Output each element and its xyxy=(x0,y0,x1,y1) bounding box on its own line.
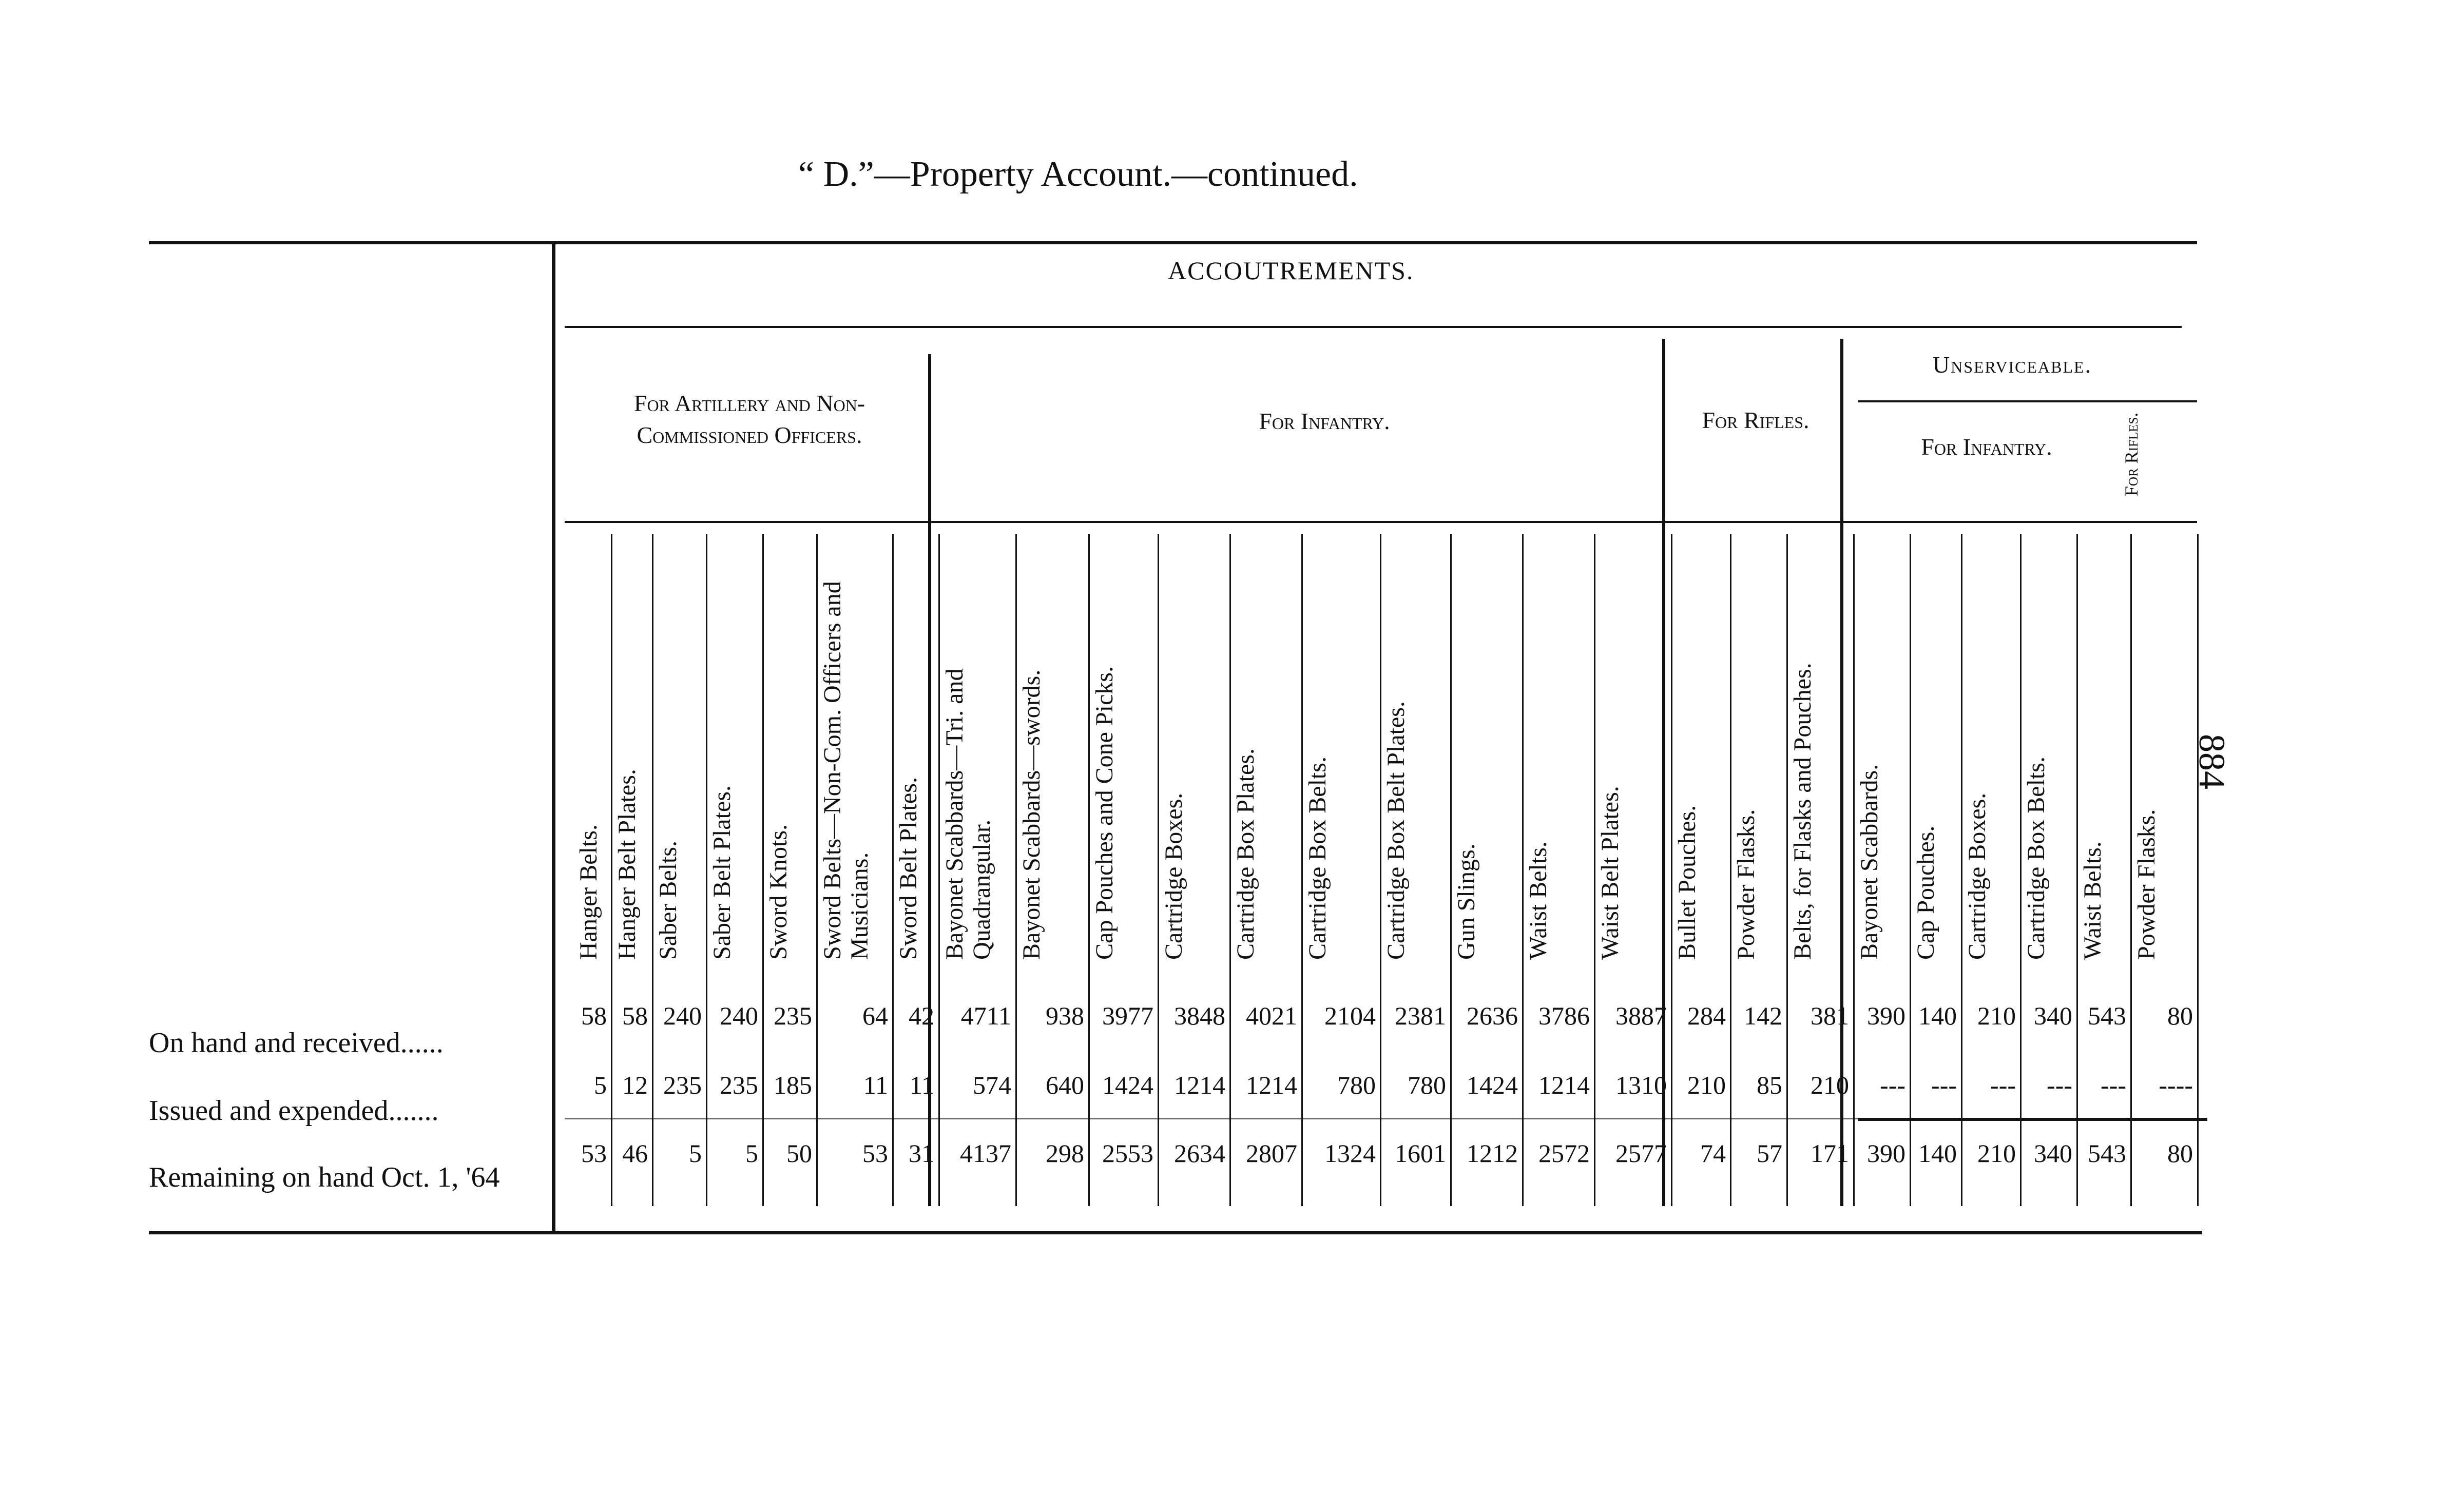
table-cell: 210 xyxy=(1977,1139,2016,1168)
top-rule xyxy=(149,241,2197,244)
column-header: Bayonet Scabbards—Tri. and Quadrangular. xyxy=(941,668,995,960)
table-cell: 210 xyxy=(1977,1001,2016,1030)
column-separator xyxy=(1594,534,1595,1206)
column-separator xyxy=(1853,534,1855,1206)
column-header: Gun Slings. xyxy=(1453,843,1480,960)
table-cell: 2634 xyxy=(1174,1139,1225,1168)
table-cell: 2381 xyxy=(1395,1001,1446,1030)
column-separator xyxy=(1301,534,1303,1206)
column-header: Cartridge Boxes. xyxy=(1964,792,1991,960)
table-cell: 2577 xyxy=(1615,1139,1667,1168)
bottom-rule xyxy=(149,1231,2202,1234)
column-separator xyxy=(762,534,764,1206)
column-separator xyxy=(1450,534,1452,1206)
column-header: Cap Pouches. xyxy=(1912,825,1939,960)
table-cell: 58 xyxy=(581,1001,607,1030)
table-cell: 46 xyxy=(622,1139,648,1168)
table-cell: 4711 xyxy=(960,1001,1011,1030)
column-separator xyxy=(611,534,612,1206)
column-separator xyxy=(2020,534,2022,1206)
table-cell: 57 xyxy=(1757,1139,1782,1168)
table-cell: 5 xyxy=(689,1139,702,1168)
group-rule xyxy=(565,521,2197,523)
table-cell: 938 xyxy=(1046,1001,1084,1030)
table-cell: --- xyxy=(1880,1071,1905,1099)
section-heading: ACCOUTREMENTS. xyxy=(1168,256,1414,285)
table-cell: 185 xyxy=(774,1071,812,1099)
column-separator xyxy=(652,534,653,1206)
table-cell: 42 xyxy=(909,1001,934,1030)
table-cell: --- xyxy=(2101,1071,2126,1099)
column-separator xyxy=(2197,534,2199,1206)
table-cell: 340 xyxy=(2034,1001,2072,1030)
group-unserviceable-infantry-heading: For Infantry. xyxy=(1921,434,2052,460)
column-header: Cartridge Box Belt Plates. xyxy=(1382,701,1410,960)
column-separator xyxy=(2076,534,2078,1206)
column-header: Cap Pouches and Cone Picks. xyxy=(1091,666,1118,960)
table-cell: 2636 xyxy=(1467,1001,1518,1030)
column-separator xyxy=(1961,534,1962,1206)
table-cell: 240 xyxy=(720,1001,758,1030)
table-cell: 11 xyxy=(863,1071,888,1099)
table-cell: 53 xyxy=(862,1139,888,1168)
table-cell: 390 xyxy=(1867,1139,1905,1168)
column-separator xyxy=(1158,534,1159,1206)
column-header: Saber Belt Plates. xyxy=(708,785,736,960)
column-header: Cartridge Boxes. xyxy=(1160,792,1187,960)
column-header: Waist Belts. xyxy=(1525,841,1552,960)
column-header: Cartridge Box Belts. xyxy=(2023,757,2050,960)
group-rifles-heading: For Rifles. xyxy=(1702,407,1810,433)
column-header: Sword Belt Plates. xyxy=(895,777,922,960)
table-cell: 210 xyxy=(1687,1071,1726,1099)
table-cell: 11 xyxy=(909,1071,934,1099)
table-cell: 340 xyxy=(2034,1139,2072,1168)
table-cell: 2807 xyxy=(1246,1139,1297,1168)
table-cell: 235 xyxy=(774,1001,812,1030)
table-cell: 140 xyxy=(1918,1001,1957,1030)
table-cell: 640 xyxy=(1046,1071,1084,1099)
table-cell: 381 xyxy=(1811,1001,1849,1030)
column-header: Belts, for Flasks and Pouches. xyxy=(1789,663,1816,960)
table-cell: 3848 xyxy=(1174,1001,1225,1030)
table-cell: 1324 xyxy=(1324,1139,1376,1168)
table-cell: 2553 xyxy=(1102,1139,1153,1168)
column-separator xyxy=(1786,534,1788,1206)
table-cell: 74 xyxy=(1700,1139,1726,1168)
table-cell: 1310 xyxy=(1615,1071,1667,1099)
table-cell: 210 xyxy=(1811,1071,1849,1099)
column-header: Saber Belts. xyxy=(654,841,682,960)
table-cell: 3887 xyxy=(1615,1001,1667,1030)
table-cell: 50 xyxy=(786,1139,812,1168)
table-cell: 80 xyxy=(2167,1001,2193,1030)
column-separator xyxy=(1380,534,1381,1206)
table-cell: 2572 xyxy=(1538,1139,1590,1168)
table-cell: 5 xyxy=(745,1139,758,1168)
column-separator xyxy=(2130,534,2132,1206)
page-number: 884 xyxy=(2191,734,2232,789)
table-cell: 543 xyxy=(2088,1001,2126,1030)
table-cell: 780 xyxy=(1408,1071,1446,1099)
group-infantry-heading: For Infantry. xyxy=(1259,408,1390,434)
table-cell: 80 xyxy=(2167,1139,2193,1168)
column-header: Powder Flasks. xyxy=(2133,809,2160,960)
table-cell: 31 xyxy=(909,1139,934,1168)
unserviceable-rule xyxy=(1858,400,2197,402)
page-title: “ D.”—Property Account.—continued. xyxy=(798,154,1358,194)
stub-rule xyxy=(552,241,555,1232)
column-header: Bayonet Scabbards—swords. xyxy=(1018,669,1045,960)
column-separator xyxy=(1730,534,1731,1206)
row-rule xyxy=(1858,1118,2207,1121)
table-cell: 3786 xyxy=(1538,1001,1590,1030)
column-header: Sword Knots. xyxy=(765,824,792,960)
table-cell: 1214 xyxy=(1246,1071,1297,1099)
group-unserviceable-heading: Unserviceable. xyxy=(1932,352,2092,378)
table-cell: 4021 xyxy=(1246,1001,1297,1030)
table-cell: 1424 xyxy=(1102,1071,1153,1099)
column-header: Hanger Belt Plates. xyxy=(613,769,641,960)
table-cell: 171 xyxy=(1811,1139,1849,1168)
column-separator xyxy=(892,534,894,1206)
table-cell: 1212 xyxy=(1467,1139,1518,1168)
table-cell: 235 xyxy=(720,1071,758,1099)
column-header: Cartridge Box Belts. xyxy=(1304,757,1331,960)
table-cell: 1424 xyxy=(1467,1071,1518,1099)
column-separator xyxy=(938,534,940,1206)
column-header: Bayonet Scabbards. xyxy=(1856,764,1883,960)
table-cell: 85 xyxy=(1757,1071,1782,1099)
table-cell: 1214 xyxy=(1174,1071,1225,1099)
column-separator xyxy=(1015,534,1017,1206)
row-label-remaining: Remaining on hand Oct. 1, '64 xyxy=(149,1161,500,1193)
table-cell: 1214 xyxy=(1538,1071,1590,1099)
table-cell: 3977 xyxy=(1102,1001,1153,1030)
column-separator xyxy=(1522,534,1524,1206)
column-separator xyxy=(1088,534,1090,1206)
column-separator xyxy=(1671,534,1672,1206)
column-header: Bullet Pouches. xyxy=(1673,805,1701,960)
table-cell: --- xyxy=(1990,1071,2016,1099)
table-cell: ---- xyxy=(2159,1071,2193,1099)
table-cell: 5 xyxy=(594,1071,607,1099)
table-cell: 543 xyxy=(2088,1139,2126,1168)
table-cell: 140 xyxy=(1918,1139,1957,1168)
row-label-on-hand: On hand and received...... xyxy=(149,1027,444,1059)
column-header: Waist Belts. xyxy=(2079,841,2106,960)
column-header: Sword Belts—Non-Com. Officers and Musicians. xyxy=(819,581,873,960)
column-header: Cartridge Box Plates. xyxy=(1232,748,1259,960)
column-header: Powder Flasks. xyxy=(1732,809,1760,960)
table-cell: 64 xyxy=(862,1001,888,1030)
table-cell: --- xyxy=(1931,1071,1957,1099)
column-separator xyxy=(816,534,818,1206)
row-label-issued: Issued and expended....... xyxy=(149,1095,439,1127)
section-rule xyxy=(565,326,2182,328)
column-header: Hanger Belts. xyxy=(575,824,602,960)
table-cell: --- xyxy=(2047,1071,2072,1099)
table-cell: 53 xyxy=(581,1139,607,1168)
table-cell: 58 xyxy=(622,1001,648,1030)
table-cell: 574 xyxy=(973,1071,1011,1099)
group-artillery-heading: For Artillery and Non-Commissioned Officers. xyxy=(633,390,865,449)
column-separator xyxy=(1229,534,1231,1206)
table-cell: 284 xyxy=(1687,1001,1726,1030)
table-cell: 2104 xyxy=(1324,1001,1376,1030)
table-cell: 235 xyxy=(663,1071,702,1099)
table-cell: 780 xyxy=(1337,1071,1376,1099)
table-cell: 4137 xyxy=(960,1139,1011,1168)
table-cell: 142 xyxy=(1744,1001,1782,1030)
table-cell: 12 xyxy=(622,1071,648,1099)
column-separator xyxy=(1910,534,1911,1206)
column-header: Waist Belt Plates. xyxy=(1596,786,1624,960)
group-unserviceable-rifles-heading: For Rifles. xyxy=(2121,412,2142,496)
table-cell: 1601 xyxy=(1395,1139,1446,1168)
column-separator xyxy=(706,534,707,1206)
table-cell: 390 xyxy=(1867,1001,1905,1030)
table-cell: 240 xyxy=(663,1001,702,1030)
table-cell: 298 xyxy=(1046,1139,1084,1168)
